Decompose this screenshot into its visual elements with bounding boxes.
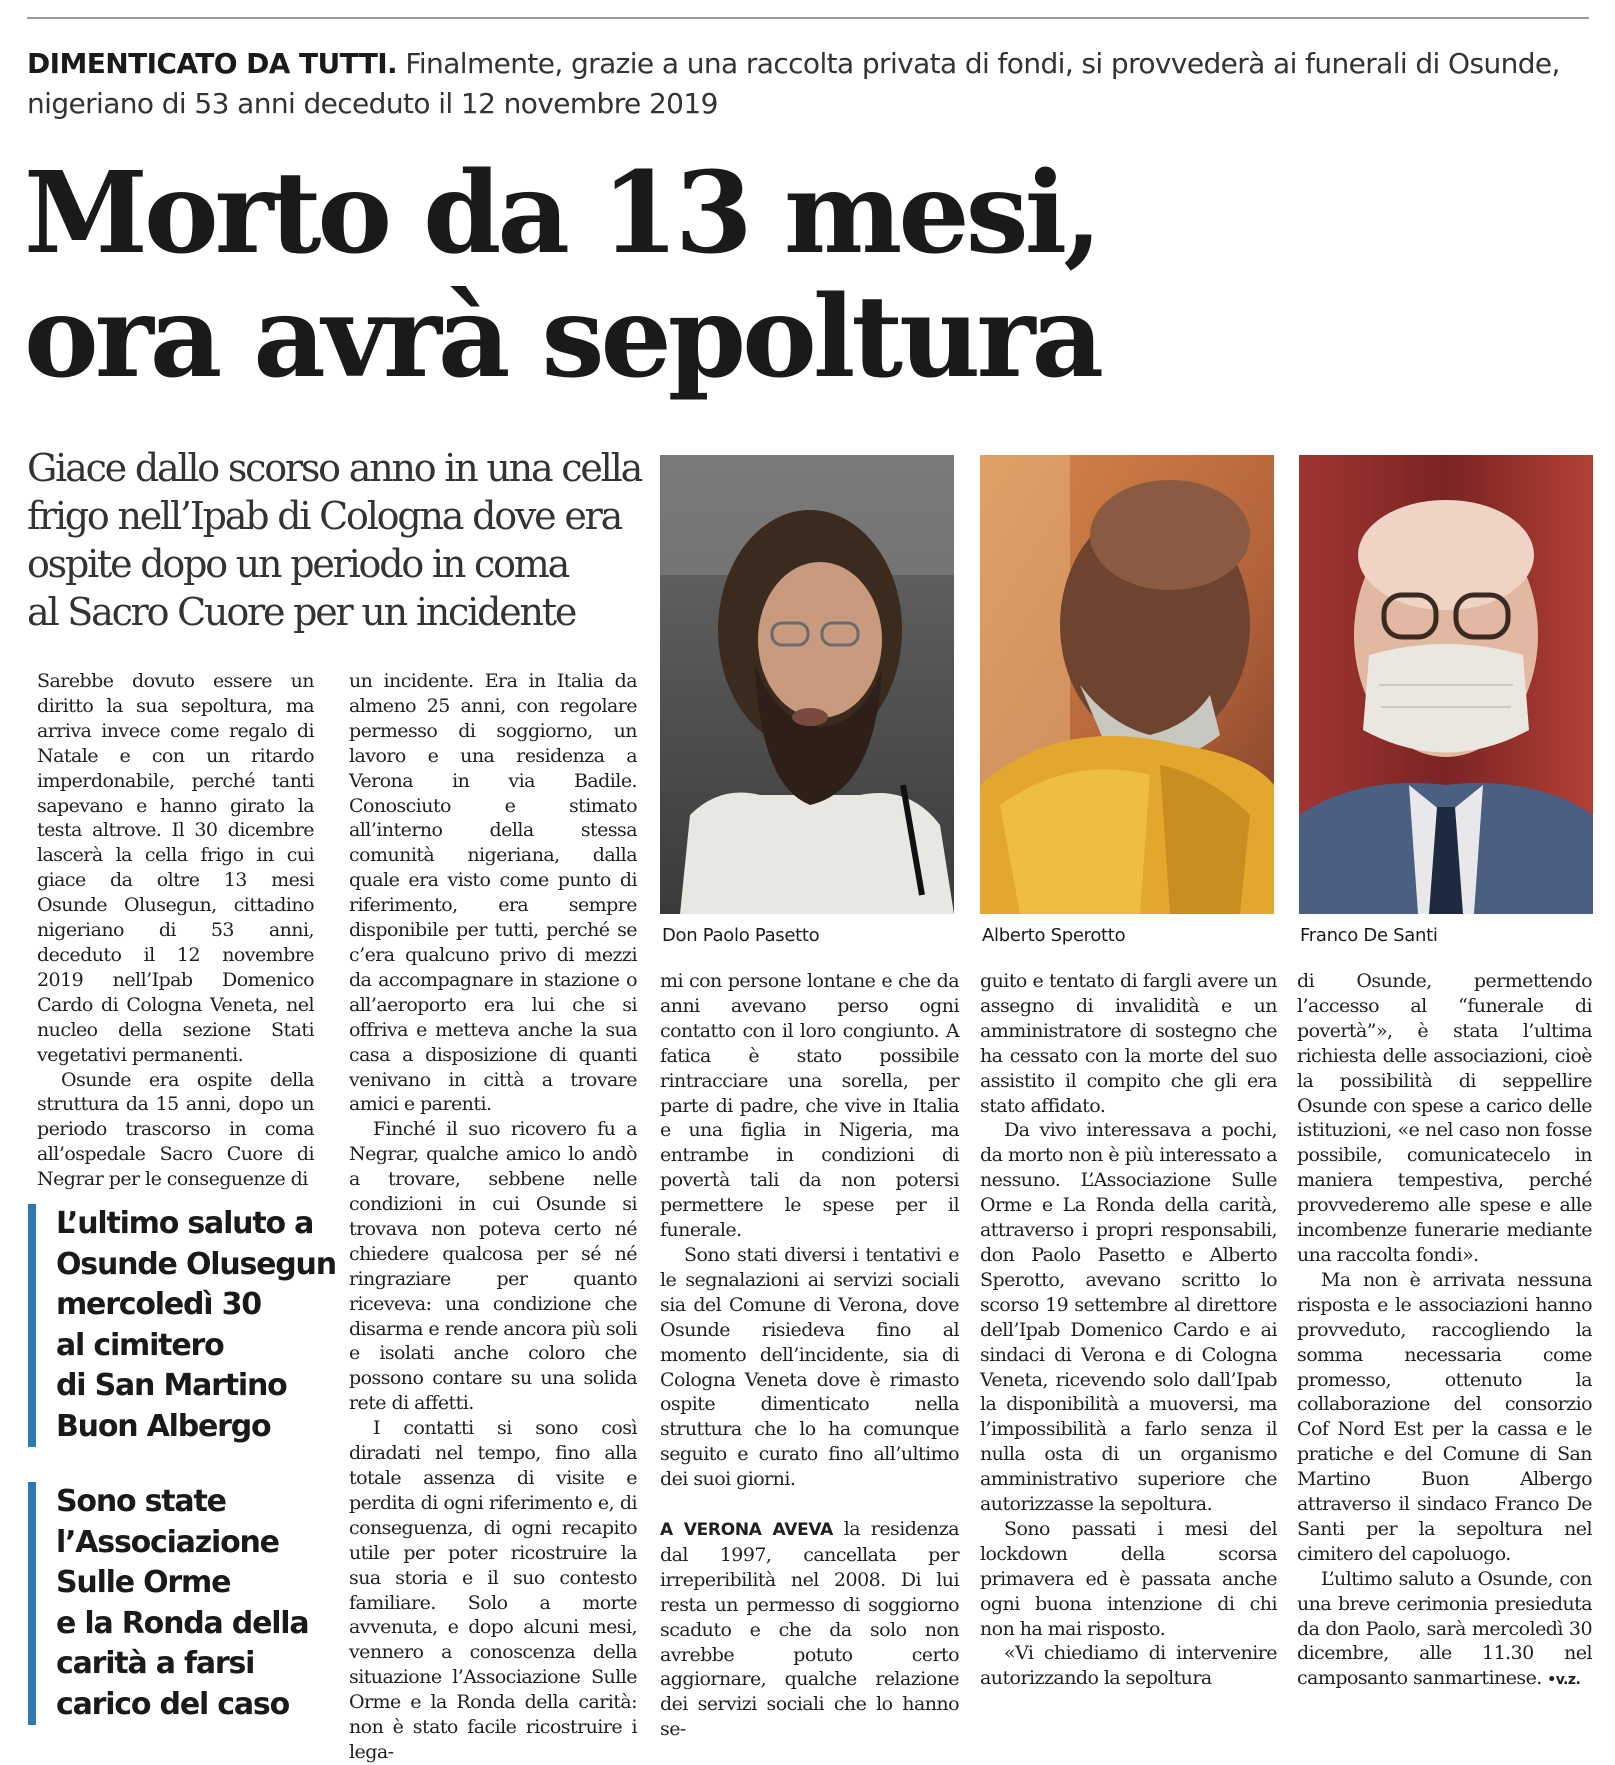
pullquote-2 bbox=[28, 1482, 356, 1725]
pullquote-line: L’ultimo saluto a bbox=[56, 1206, 314, 1241]
photo-don-paolo-pasetto bbox=[660, 455, 954, 914]
paragraph: Sono stati diversi i tentativi e le segnalazioni ai servizi sociali sia del Comune di Verona, dove Osunde risiedeva fino al momento dell’incidente, sia di Cologna Veneta dove è rimasto ospite dimenticato nella struttura che lo ha comunque seguito e curato fino all’ultimo dei suoi giorni. bbox=[660, 1243, 959, 1491]
headline bbox=[24, 148, 1584, 403]
pullquote-line: mercoledì 30 bbox=[56, 1287, 261, 1322]
photo-alberto-sperotto bbox=[980, 455, 1274, 914]
run-in-lead: A VERONA AVEVA bbox=[660, 1520, 833, 1541]
paragraph: Finché il suo ricovero fu a Negrar, qualche amico lo andò a trovare, sebbene nelle condizioni in cui Osunde si trovava non poteva certo né chiedere qualcosa per sé né ringraziare per quanto riceveva: una condizione che disarma e rende ancora più soli e isolati anche coloro che possono contare su una solida rete di affetti. bbox=[349, 1118, 637, 1415]
body-column-2 bbox=[349, 669, 637, 1765]
paragraph: Ma non è arrivata nessuna risposta e le associazioni hanno provveduto, raccogliendo la somma necessaria come promesso, ottenuto la collaborazione del consorzio Cof Nord Est per la cassa e le pratiche e del Comune di San Martino Buon Albergo attraverso il sindaco Franco De Santi per la sepoltura nel cimitero del capoluogo. bbox=[1297, 1268, 1592, 1565]
paragraph: di Osunde, permettendo l’accesso al “funerale di povertà”», è stata l’ultima richiesta delle associazioni, cioè la possibilità di seppellire Osunde con spese a carico delle istituzioni, «e nel caso non fosse possibile, comunicatecelo in maniera tempestiva, perché provvederemo alle spese e alle incombenze funerarie mediante una raccolta fondi». bbox=[1297, 970, 1592, 1266]
photo-caption-2: Alberto Sperotto bbox=[982, 925, 1126, 946]
body-column-1 bbox=[37, 669, 314, 1192]
photo-franco-de-santi bbox=[1299, 455, 1593, 914]
pullquote-line: carico del caso bbox=[56, 1686, 289, 1722]
pullquote-line: di San Martino bbox=[56, 1368, 287, 1403]
paragraph-with-lead bbox=[660, 1517, 959, 1742]
deck-subtitle bbox=[27, 444, 657, 636]
photo-caption-1: Don Paolo Pasetto bbox=[662, 925, 820, 946]
headline-line-1: Morto da 13 mesi, bbox=[24, 148, 1099, 279]
pullquote-1 bbox=[28, 1204, 356, 1447]
paragraph-text: L’ultimo saluto a Osunde, con una breve cerimonia presieduta da don Paolo, sarà mercoledì 30 dicembre, alle 11.30 nel camposanto sanmartinese. bbox=[1297, 1567, 1592, 1690]
headline-line-2: ora avrà sepoltura bbox=[24, 272, 1101, 403]
portrait-man-face-mask-icon bbox=[1299, 455, 1593, 914]
pullquote-line: Buon Albergo bbox=[56, 1408, 271, 1444]
paragraph: Sarebbe dovuto essere un diritto la sua sepoltura, ma arriva invece come regalo di Natale e con un ritardo imperdonabile, perché tanti sapevano e hanno girato la testa altrove. Il 30 dicembre lascerà la cella frigo in cui giace da oltre 13 mesi Osunde Olusegun, cittadino nigeriano di 53 anni, deceduto il 12 novembre 2019 nell’Ipab Domenico Cardo di Cologna Veneta, nel nucleo della sezione Stati vegetativi permanenti. bbox=[37, 670, 314, 1066]
paragraph: Sono passati i mesi del lockdown della scorsa primavera ed è passata anche ogni buona intenzione di chi non ha mai risposto. bbox=[980, 1517, 1277, 1640]
top-rule bbox=[27, 17, 1589, 19]
deck-line-1: Giace dallo scorso anno in una cella bbox=[27, 446, 642, 490]
kicker-text: Finalmente, grazie a una raccolta privata di fondi, si provvederà ai funerali di Osunde, nigeriano di 53 anni deceduto il 12 novembre 2019 bbox=[27, 47, 1560, 120]
deck-line-4: al Sacro Cuore per un incidente bbox=[27, 590, 576, 634]
pullquote-line: l’Associazione bbox=[56, 1524, 279, 1560]
photo-caption-3: Franco De Santi bbox=[1300, 925, 1438, 946]
paragraph: Da vivo interessava a pochi, da morto non è più interessato a nessuno. L’Associazione Sulle Orme e La Ronda della carità, attraverso i propri responsabili, don Paolo Pasetto e Alberto Sperotto, avevano scritto lo scorso 19 settembre al direttore dell’Ipab Domenico Cardo e ai sindaci di Verona e di Cologna Veneta, ricevendo solo dall’Ipab la disponibilità a muoversi, ma l’impossibilità a farlo senza il nulla osta di un organismo amministrativo superiore che autorizzasse la sepoltura. bbox=[980, 1119, 1277, 1516]
body-column-4 bbox=[980, 969, 1277, 1691]
deck-line-2: frigo nell’Ipab di Cologna dove era bbox=[27, 494, 622, 538]
author-signature: •v.z. bbox=[1547, 1672, 1581, 1689]
pullquote-line: Osunde Olusegun bbox=[56, 1246, 336, 1282]
kicker bbox=[27, 44, 1597, 124]
pullquote-line: Sono state bbox=[56, 1484, 226, 1519]
paragraph: un incidente. Era in Italia da almeno 25 anni, con regolare permesso di soggiorno, un lavoro e una residenza a Verona in via Badile. Conosciuto e stimato all’interno della stessa comunità nigeriana, dalla quale era visto come punto di riferimento, era sempre disponibile per tutti, perché se c’era qualcuno privo di mezzi da accompagnare in stazione o all’aeroporto era lui che si offriva e metteva anche la sua casa a disposizione di quanti venivano in città a trovare amici e parenti. bbox=[349, 670, 637, 1116]
paragraph: «Vi chiediamo di intervenire autorizzando la sepoltura bbox=[980, 1642, 1277, 1690]
kicker-lead: DIMENTICATO DA TUTTI. bbox=[27, 47, 398, 80]
paragraph: guito e tentato di fargli avere un assegno di invalidità e un amministratore di sostegno che ha cessato con la morte del suo assistito il compito che gli era stato affidato. bbox=[980, 970, 1277, 1117]
pullquote-line: e la Ronda della bbox=[56, 1605, 309, 1641]
paragraph: Osunde era ospite della struttura da 15 anni, dopo un periodo trascorso in coma all’ospedale Sacro Cuore di Negrar per le conseguenze di bbox=[37, 1068, 314, 1191]
paragraph-text: la residenza dal 1997, cancellata per irreperibilità nel 2008. Di lui resta un permesso di soggiorno scaduto e che da solo non avrebbe potuto certo aggiornare, qualche relazione dei servizi sociali che lo hanno se- bbox=[660, 1518, 959, 1741]
paragraph: I contatti si sono così diradati nel tempo, fino alla totale assenza di visite e perdita di ogni riferimento e, di conseguenza, di ogni recapito utile per poter ricostruire la sua storia e il suo contesto familiare. Solo a morte avvenuta, e dopo alcuni mesi, vennero a conoscenza della situazione l’Associazione Sulle Orme e la Ronda della carità: non è stato facile ricostruire i lega- bbox=[349, 1417, 637, 1763]
paragraph bbox=[1297, 1567, 1592, 1694]
pullquote-line: al cimitero bbox=[56, 1327, 224, 1363]
paragraph: mi con persone lontane e che da anni avevano perso ogni contatto con il loro congiunto. A fatica è stato possibile rintracciare una sorella, per parte di padre, che vive in Italia e una figlia in Nigeria, ma entrambe in condizioni di povertà tali da non potersi permettere le spese per il funerale. bbox=[660, 970, 959, 1242]
body-column-5 bbox=[1297, 969, 1592, 1693]
pullquote-line: carità a farsi bbox=[56, 1646, 255, 1681]
portrait-man-yellow-scarf-icon bbox=[980, 455, 1274, 914]
portrait-bearded-man-icon bbox=[660, 455, 954, 914]
deck-line-3: ospite dopo un periodo in coma bbox=[27, 542, 569, 586]
body-column-3 bbox=[660, 969, 959, 1742]
pullquote-line: Sulle Orme bbox=[56, 1565, 231, 1600]
